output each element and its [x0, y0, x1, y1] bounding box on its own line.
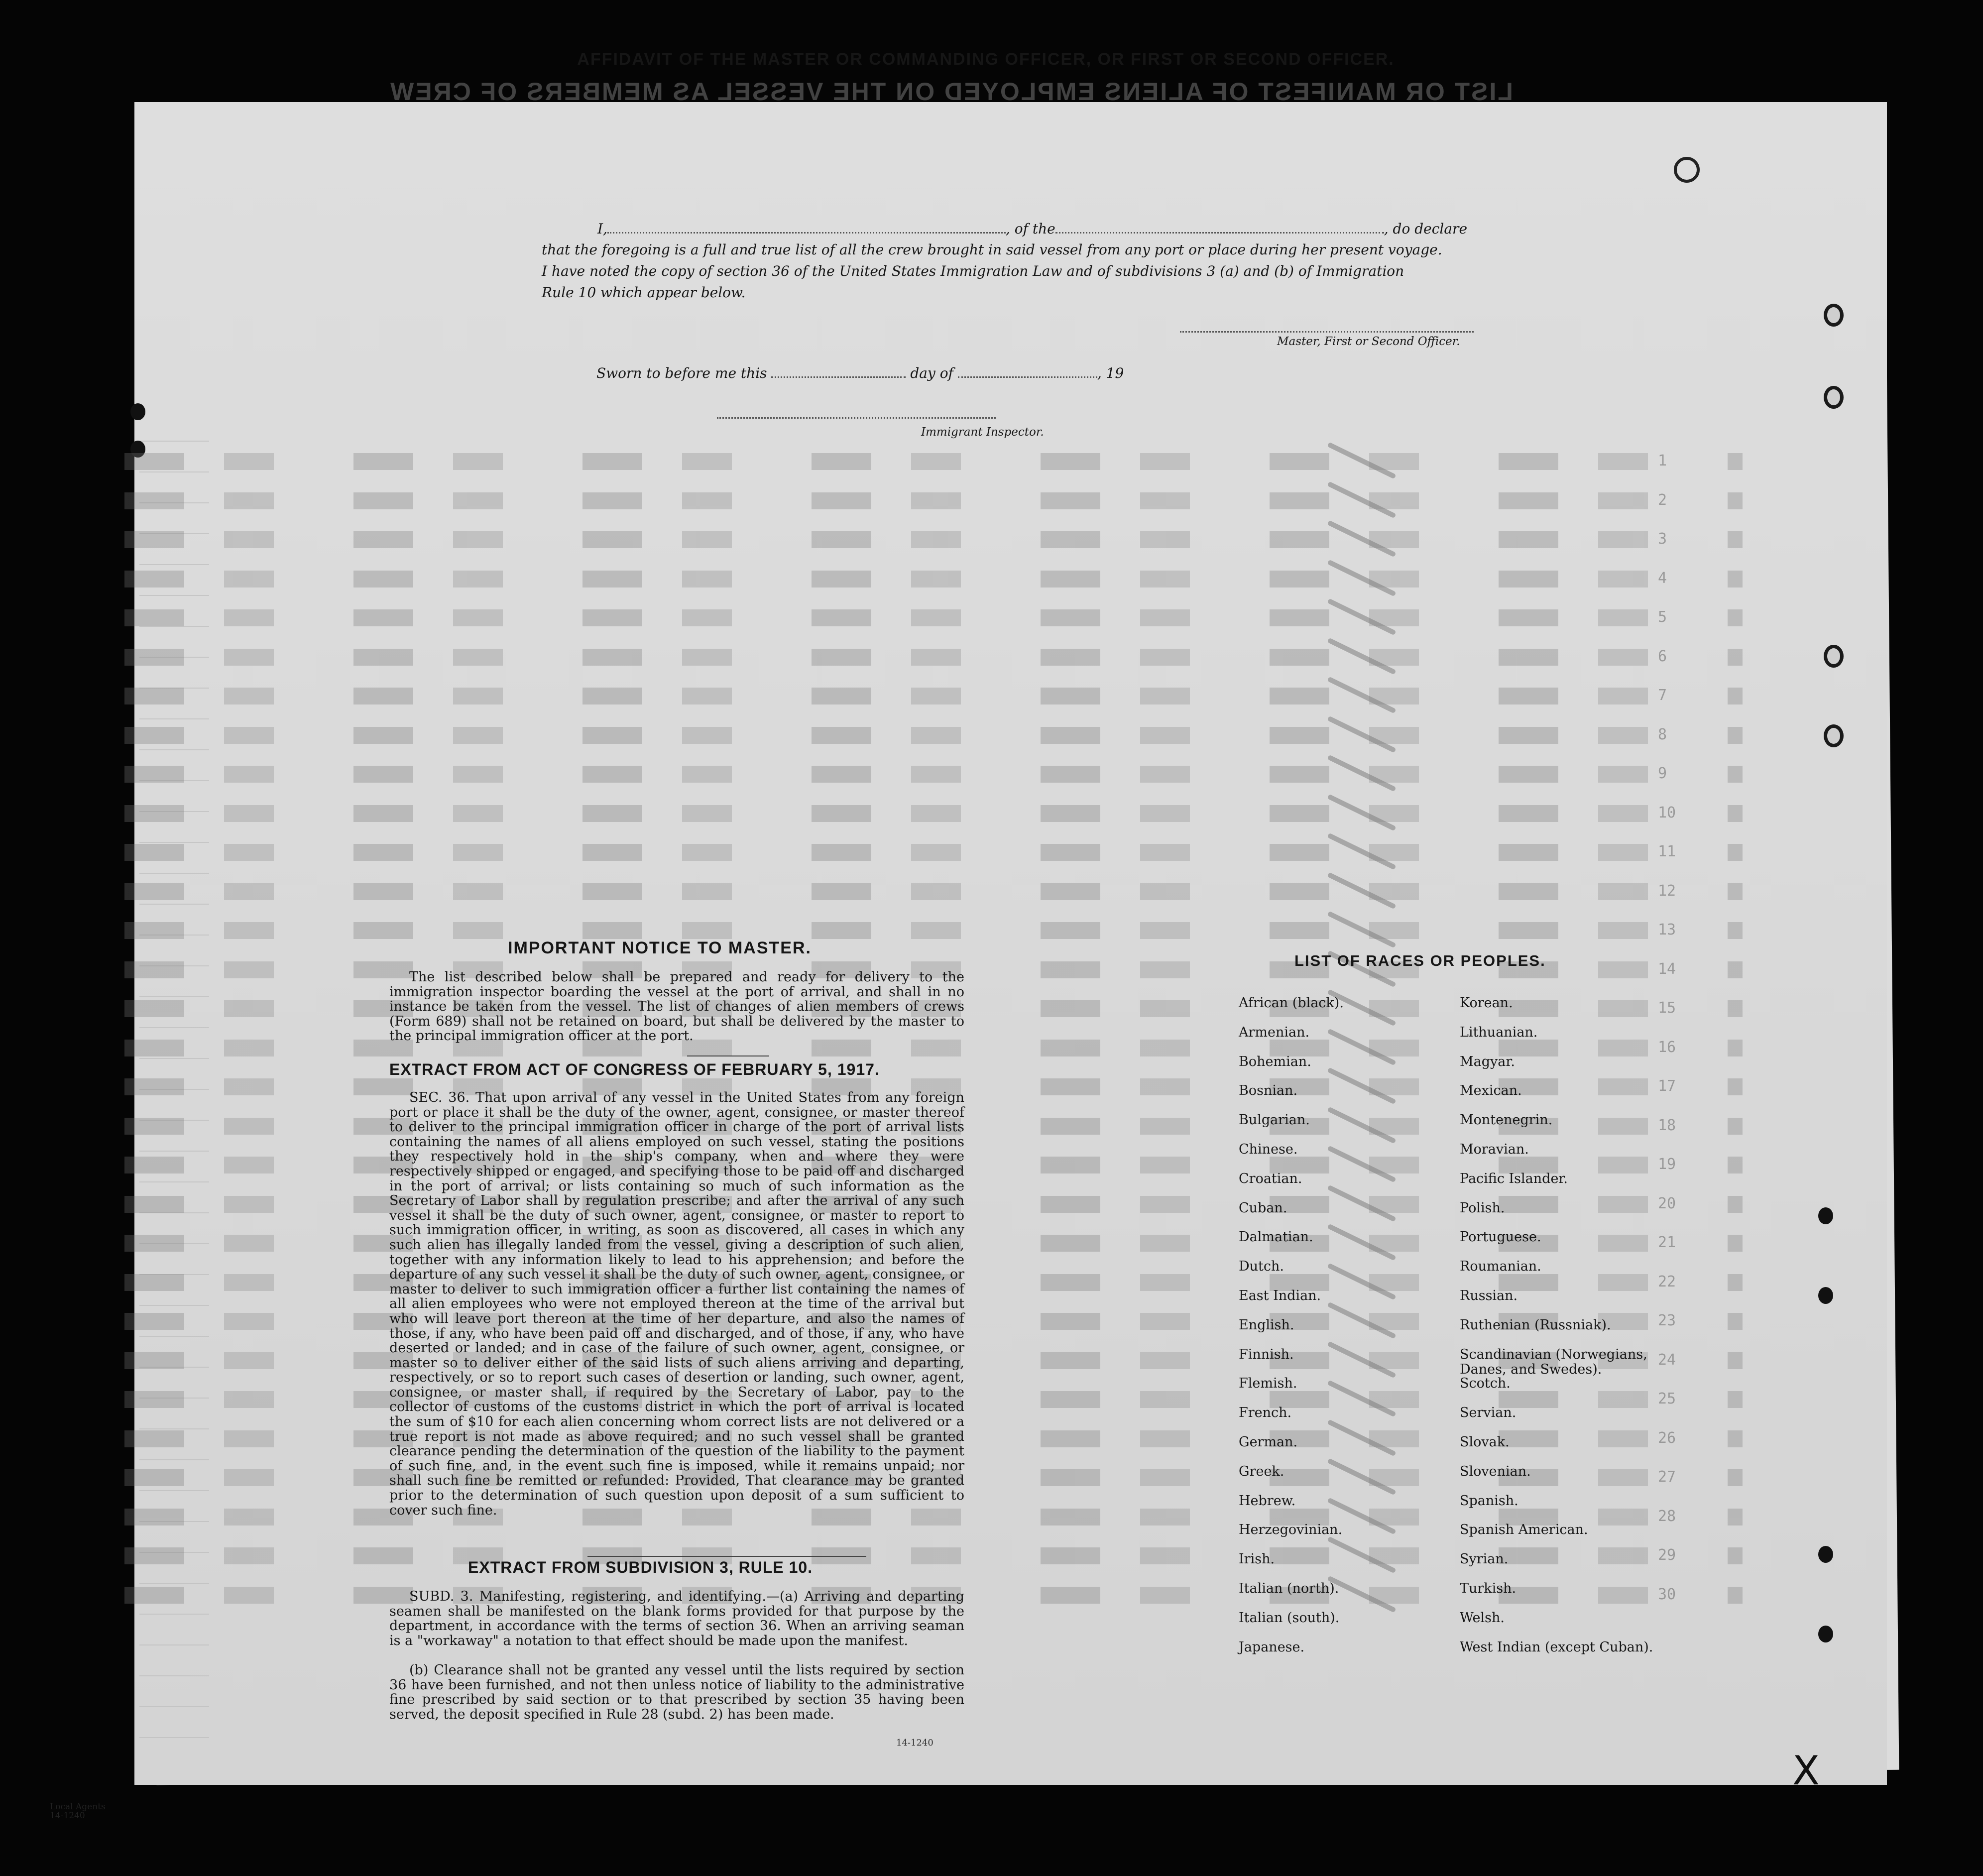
manifest-row-number: 13	[1658, 921, 1676, 938]
manifest-row-number: 12	[1658, 882, 1676, 900]
race-item: West Indian (except Cuban).	[1460, 1639, 1653, 1655]
manifest-row-number: 4	[1658, 570, 1667, 587]
manifest-row-number: 5	[1658, 608, 1667, 626]
race-item: English.	[1239, 1317, 1294, 1333]
master-signature-caption: Master, First or Second Officer.	[1277, 335, 1460, 348]
race-item: Bosnian.	[1239, 1083, 1298, 1099]
race-item: German.	[1239, 1434, 1298, 1450]
manifest-row-number: 10	[1658, 804, 1676, 821]
manifest-page	[134, 102, 1887, 1785]
manifest-row-number: 3	[1658, 530, 1667, 548]
manifest-row-number: 14	[1658, 960, 1676, 978]
manifest-row-number: 20	[1658, 1195, 1676, 1212]
sworn-day-blank[interactable]	[771, 376, 906, 378]
affidavit-title: AFFIDAVIT OF THE MASTER OR COMMANDING OFFICER, OR FIRST OR SECOND OFFICER.	[577, 50, 1395, 69]
race-item: Moravian.	[1460, 1142, 1529, 1157]
race-item: Cuban.	[1239, 1200, 1287, 1216]
binder-ring-icon	[1824, 304, 1844, 327]
local-agents-form-code: 14-1240	[50, 1811, 85, 1821]
manifest-row-number: 19	[1658, 1156, 1676, 1173]
manifest-row-number: 28	[1658, 1508, 1676, 1525]
punch-hole-icon	[1818, 1207, 1833, 1224]
punch-hole-icon	[1674, 157, 1700, 183]
manifest-bleedthrough-row	[124, 649, 1743, 666]
race-item: Armenian.	[1239, 1024, 1310, 1040]
extract-act-heading: EXTRACT FROM ACT OF CONGRESS OF FEBRUARY 5, 1917.	[389, 1060, 880, 1078]
race-item: Russian.	[1460, 1288, 1518, 1303]
race-item: Spanish American.	[1460, 1522, 1588, 1538]
manifest-bleedthrough-title: LIST OR MANIFEST OF ALIENS EMPLOYED ON THE VESSEL AS MEMBERS OF CREW	[389, 78, 1513, 106]
race-item: Italian (north).	[1239, 1581, 1339, 1596]
race-item: Scotch.	[1460, 1376, 1511, 1392]
race-item: Roumanian.	[1460, 1259, 1541, 1275]
race-item: Croatian.	[1239, 1171, 1302, 1186]
sworn-month-blank[interactable]	[958, 376, 1097, 378]
manifest-row-number: 22	[1658, 1273, 1676, 1290]
affidavit-do-declare: , do declare	[1384, 221, 1468, 237]
race-item: Syrian.	[1460, 1551, 1509, 1567]
master-name-blank[interactable]	[607, 232, 1006, 234]
manifest-bleedthrough-row	[124, 922, 1743, 939]
race-item: Slovenian.	[1460, 1463, 1531, 1479]
manifest-row-number: 21	[1658, 1234, 1676, 1251]
punch-hole-icon	[1818, 1546, 1833, 1563]
race-item: African (black).	[1239, 995, 1344, 1011]
manifest-row-number: 27	[1658, 1468, 1676, 1486]
manifest-bleedthrough-row	[124, 453, 1743, 470]
manifest-row-number: 29	[1658, 1546, 1676, 1564]
race-item: Irish.	[1239, 1551, 1275, 1567]
manifest-bleedthrough-row	[124, 883, 1743, 900]
races-heading: LIST OF RACES OR PEOPLES.	[1294, 952, 1546, 969]
inspector-signature-caption: Immigrant Inspector.	[921, 426, 1044, 439]
race-item: Montenegrin.	[1460, 1112, 1553, 1128]
local-agents-stamp	[50, 1802, 106, 1820]
race-item: Dalmatian.	[1239, 1229, 1313, 1245]
subdivision-3a-text: SUBD. 3. Manifesting, registering, and identifying.—(a) Arriving and departing seamen shall be manifested on the blank forms provided for that purpose by the department, in accordance with the terms of section 36. When an arriving seaman is a "workaway" a notation to that effect should be made upon the manifest.	[389, 1589, 964, 1648]
race-item: Chinese.	[1239, 1142, 1298, 1157]
race-item: Bulgarian.	[1239, 1112, 1310, 1128]
manifest-bleedthrough-row	[124, 766, 1743, 783]
race-item: Welsh.	[1460, 1610, 1505, 1626]
race-item: East Indian.	[1239, 1288, 1321, 1303]
race-item: Polish.	[1460, 1200, 1505, 1216]
punch-hole-icon	[130, 403, 145, 420]
race-item: Portuguese.	[1460, 1229, 1541, 1245]
race-item: French.	[1239, 1405, 1292, 1421]
manifest-row-number: 18	[1658, 1117, 1676, 1134]
extract-rule-heading: EXTRACT FROM SUBDIVISION 3, RULE 10.	[468, 1558, 813, 1576]
manifest-row-number: 17	[1658, 1077, 1676, 1095]
race-item: Slovak.	[1460, 1434, 1510, 1450]
manifest-bleedthrough-row	[124, 571, 1743, 587]
race-item: Korean.	[1460, 995, 1513, 1011]
race-item: Japanese.	[1239, 1639, 1305, 1655]
manifest-row-number: 9	[1658, 765, 1667, 782]
notice-heading: IMPORTANT NOTICE TO MASTER.	[508, 938, 812, 957]
manifest-row-number: 1	[1658, 452, 1667, 469]
punch-hole-icon	[1818, 1626, 1833, 1642]
affidavit-i: I,	[597, 221, 607, 237]
manifest-row-number: 25	[1658, 1390, 1676, 1407]
binder-ring-icon	[1824, 645, 1844, 668]
race-item: Hebrew.	[1239, 1493, 1296, 1509]
manifest-row-number: 30	[1658, 1586, 1676, 1603]
sworn-prefix: Sworn to before me this	[596, 365, 767, 381]
master-signature-line[interactable]	[1180, 331, 1474, 333]
manifest-bleedthrough-row	[124, 609, 1743, 626]
manifest-bleedthrough-row	[124, 727, 1743, 744]
sworn-day-of: day of	[910, 365, 953, 381]
affidavit-line-3: I have noted the copy of section 36 of the United States Immigration Law and of subdivisions 3 (a) and (b) of Immigration	[542, 263, 1404, 279]
race-item: Herzegovinian.	[1239, 1522, 1343, 1538]
section-divider	[587, 1556, 866, 1557]
affidavit-line-4: Rule 10 which appear below.	[542, 284, 746, 301]
manifest-row-number: 24	[1658, 1351, 1676, 1369]
manifest-row-number: 23	[1658, 1312, 1676, 1329]
local-agents-label: Local Agents	[50, 1802, 106, 1812]
section-36-text: SEC. 36. That upon arrival of any vessel in the United States from any foreign port or place it shall be the duty of the owner, agent, consignee, or master thereof to deliver to the principal immigration officer in charge of the port of arrival lists containing the names of all aliens employed on such vessel, stating the positions they respectively hold in the ship's company, when and where they were respectively shipped or engaged, and specifying those to be paid off and discharged in the port of arrival; or lists containing so much of such information as the Secretary of Labor shall by regulation prescribe; and after the arrival of any such vessel it shall be the duty of such owner, agent, consignee, or master to report to such immigration officer, in writing, as soon as discovered, all cases in which any such alien has illegally landed from the vessel, giving a description of such alien, together with any information likely to lead to his apprehension; and before the departure of any such vessel it shall be the duty of such owner, agent, consignee, or master to deliver to such immigration officer a further list containing the names of all alien employees who were not employed thereon at the time of the arrival but who will leave port thereon at the time of her departure, and also the names of those, if any, who have been paid off and discharged, and of those, if any, who have deserted or landed; and in case of the failure of such owner, agent, consignee, or master so to deliver either of the said lists of such aliens arriving and departing, respectively, or so to report such cases of desertion or landing, such owner, agent, consignee, or master shall, if required by the Secretary of Labor, pay to the collector of customs of the customs district in which the port of arrival is located the sum of $10 for each alien concerning whom correct lists are not delivered or a true report is not made as above required; and no such vessel shall be granted clearance pending the determination of the question of the liability to the payment of such fine, and, in the event such fine is imposed, while it remains unpaid; nor shall such fine be remitted or refunded: Provided, That clearance may be granted prior to the determination of such question upon deposit of a sum sufficient to cover such fine.	[389, 1090, 964, 1518]
manifest-row-number: 8	[1658, 726, 1667, 743]
punch-hole-icon	[1818, 1287, 1833, 1304]
race-item: Bohemian.	[1239, 1054, 1311, 1069]
affidavit-of-the: , of the	[1005, 221, 1055, 237]
race-item: Scandinavian (Norwegians, Danes, and Swedes).	[1460, 1346, 1647, 1377]
corner-x-mark: X	[1792, 1748, 1820, 1794]
race-item: Flemish.	[1239, 1376, 1297, 1392]
race-item: Magyar.	[1460, 1054, 1515, 1069]
notice-intro: The list described below shall be prepared and ready for delivery to the immigration inspector boarding the vessel at the port of arrival, and shall in no instance be taken from the vessel. The list of changes of alien members of crews (Form 689) shall not be retained on board, but shall be delivered by the master to the principal immigration officer at the port.	[389, 969, 964, 1044]
manifest-row-number: 6	[1658, 648, 1667, 665]
race-item: Finnish.	[1239, 1346, 1294, 1362]
manifest-bleedthrough-row	[124, 492, 1743, 509]
sworn-year: , 19	[1097, 365, 1124, 381]
section-divider	[687, 1055, 769, 1056]
race-item: Italian (south).	[1239, 1610, 1340, 1626]
manifest-row-number: 16	[1658, 1039, 1676, 1056]
manifest-bleedthrough-row	[124, 844, 1743, 861]
vessel-name-blank[interactable]	[1055, 232, 1384, 234]
manifest-row-number: 11	[1658, 843, 1676, 860]
manifest-bleedthrough-row	[124, 688, 1743, 704]
affidavit-declaration-line	[597, 221, 1467, 237]
race-item: Greek.	[1239, 1463, 1284, 1479]
race-item: Pacific Islander.	[1460, 1171, 1568, 1186]
race-item: Ruthenian (Russniak).	[1460, 1317, 1611, 1333]
manifest-row-number: 26	[1658, 1429, 1676, 1447]
manifest-row-number: 7	[1658, 687, 1667, 704]
race-item: Lithuanian.	[1460, 1024, 1538, 1040]
race-item: Mexican.	[1460, 1083, 1522, 1099]
race-item: Spanish.	[1460, 1493, 1518, 1509]
affidavit-line-2: that the foregoing is a full and true list of all the crew brought in said vessel from any port or place during her present voyage.	[542, 241, 1442, 258]
manifest-row-number: 15	[1658, 999, 1676, 1017]
binder-ring-icon	[1824, 386, 1844, 409]
manifest-bleedthrough-row	[124, 805, 1743, 822]
race-item: Turkish.	[1460, 1581, 1516, 1596]
sworn-line	[596, 365, 1124, 381]
manifest-row-number: 2	[1658, 491, 1667, 509]
race-item: Dutch.	[1239, 1259, 1284, 1275]
inspector-signature-line[interactable]	[717, 417, 996, 419]
manifest-bleedthrough-row	[124, 531, 1743, 548]
race-item: Servian.	[1460, 1405, 1516, 1421]
form-number: 14-1240	[896, 1738, 933, 1748]
binder-ring-icon	[1824, 724, 1844, 747]
subdivision-3b-text: (b) Clearance shall not be granted any vessel until the lists required by section 36 have been furnished, and not then unless notice of liability to the administrative fine prescribed by said section or to that prescribed by section 35 having been served, the deposit specified in Rule 28 (subd. 2) has been made.	[389, 1662, 964, 1722]
